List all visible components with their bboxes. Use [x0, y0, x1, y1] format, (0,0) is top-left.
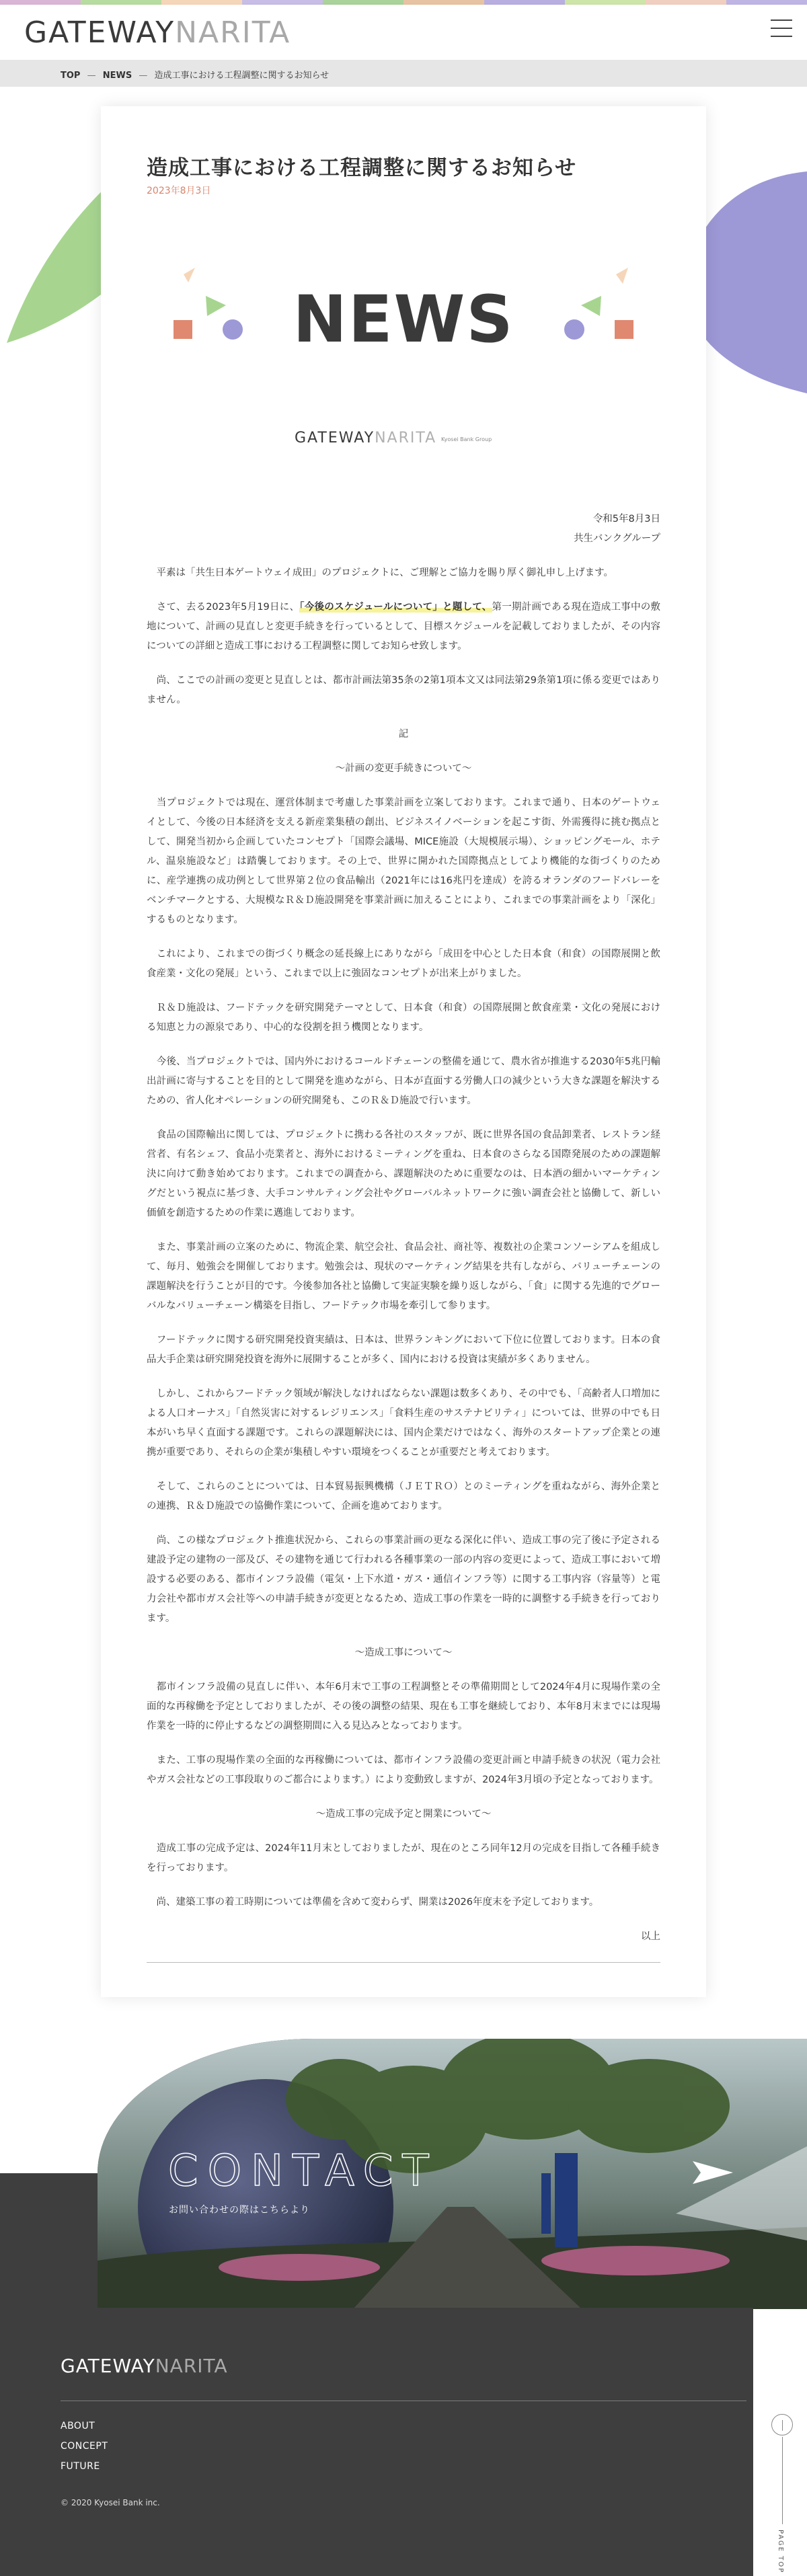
stripe-segment [161, 0, 242, 5]
news-image-text: NEWS [293, 282, 514, 357]
stripe-segment [81, 0, 161, 5]
breadcrumb-separator: — [87, 71, 96, 81]
breadcrumb-current: 造成工事における工程調整に関するお知らせ [154, 71, 330, 81]
page-top-button[interactable] [760, 2414, 807, 2576]
breadcrumb-news-link[interactable]: NEWS [102, 71, 132, 81]
stripe-segment [646, 0, 726, 5]
issuer: 共生バンクグループ [573, 533, 660, 544]
top-color-stripe [0, 0, 807, 5]
article-title: 造成工事における工程調整に関するお知らせ [147, 156, 577, 180]
page-top-line [782, 2437, 783, 2524]
breadcrumb-separator: — [139, 71, 148, 81]
contact-banner-link[interactable] [98, 2039, 807, 2309]
paragraph: 尚、建築工事の着工時期については準備を含めて変わらず、開業は2026年度末を予定しております。 [156, 1897, 599, 1908]
paragraph: 造成工事の完成予定は、2024年11月末としておりましたが、現在のところ同年12月の完成を目指して各種手続きを行っております。 [147, 1843, 660, 1873]
paragraph: 尚、この様なプロジェクト推進状況から、これらの事業計画の更なる深化に伴い、造成工事の完了後に予定される建設予定の建物の一部及び、その建物を通じて行われる各種事業の一部の内容の変更によって、造成工事において増設する必要のある、都市インフラ設備（電気・上下水道・ガス・通信インフラ等）に関する工事内容（容量等）と電力会社や都市ガス会社等への申請手続きが変更となるため、造成工事の作業を一時的に調整する手続きを行っております。 [147, 1535, 660, 1624]
stripe-segment [726, 0, 807, 5]
stripe-segment [565, 0, 646, 5]
ki-heading: 記 [398, 729, 409, 740]
footer-nav-future[interactable]: FUTURE [61, 2461, 100, 2472]
highlighted-text: 「今後のスケジュールについて」と題して、 [299, 602, 492, 613]
stripe-segment [484, 0, 565, 5]
issued-date: 令和5年8月3日 [592, 514, 660, 524]
stripe-segment [323, 0, 404, 5]
paragraph: Ｒ＆Ｄ施設は、フードテックを研究開発テーマとして、日本食（和食）の国際展開と飲食産業・文化の発展における知恵と力の源泉であり、中心的な役割を担う機関となります。 [147, 1003, 660, 1033]
paragraph: これにより、これまでの街づくり概念の延長線上にありながら「成田を中心とした日本食（和食）の国際展開と飲食産業・文化の発展」という、これまで以上に強固なコンセプトが出来上がりました。 [147, 949, 661, 979]
stripe-segment [0, 0, 81, 5]
section-heading: 〜計画の変更手続きについて〜 [335, 763, 472, 774]
paragraph: フードテックに関する研究開発投資実績は、日本は、世界ランキングにおいて下位に位置しております。日本の食品大手企業は研究開発投資を海外に展開することが多く、国内における投資は実績が多くありません。 [147, 1335, 661, 1365]
news-header-image [147, 241, 660, 469]
hamburger-icon [771, 28, 792, 29]
paragraph: そして、これらのことについては、日本貿易振興機構（ＪＥＴＲＯ）とのミーティングを重ねながら、海外企業との連携、Ｒ＆Ｄ施設での協働作業について、企画を進めております。 [147, 1481, 661, 1512]
article-date: 2023年8月3日 [147, 186, 211, 196]
paragraph: また、工事の現場作業の全面的な再稼働については、都市インフラ設備の変更計画と申請手続きの状況（電力会社やガス会社などの工事段取りのご都合によります。）により変動致しますが、2024年3月頃の予定となっております。 [147, 1755, 660, 1785]
breadcrumb-top-link[interactable]: TOP [61, 71, 81, 81]
footer-nav-concept[interactable]: CONCEPT [61, 2441, 108, 2452]
copyright: © 2020 Kyosei Bank inc. [61, 2498, 160, 2507]
paragraph: 当プロジェクトでは現在、運営体制まで考慮した事業計画を立案しております。これまで通り、日本のゲートウェイとして、今後の日本経済を支える新産業集積の創出、ビジネスイノベーションを起こす街、外需獲得に挑む拠点として、開発当初から企画していたコンセプト「国際会議場、MICE施設（大規模展示場）、ショッピングモール、ホテル、温泉施設など」は踏襲しております。その上で、世界に開かれた国際拠点としてより機能的な街づくりのために、産学連携の成功例として世界第２位の食品輸出（2021年には16兆円を達成）を誇るオランダのフードバレーをベンチマークとする、大規模なＲ＆Ｄ施設開発を事業計画に加えることにより、これまでの事業計画をより「深化」するものとなります。 [147, 797, 661, 925]
arrow-right-icon [693, 2161, 733, 2184]
site-footer [0, 2308, 753, 2576]
footer-nav-about[interactable]: ABOUT [61, 2421, 95, 2431]
paragraph: 今後、当プロジェクトでは、国内外におけるコールドチェーンの整備を通じて、農水省が推進する2030年5兆円輸出計画に寄与することを目的として開発を進めながら、日本が直面する労働人口の減少という大きな課題を解決するための、省人化オペレーションの研究開発も、このＲ＆Ｄ施設で行います。 [147, 1056, 661, 1106]
article-body [147, 510, 660, 1947]
section-heading: 〜造成工事について〜 [354, 1647, 453, 1658]
footer-nav [61, 2421, 108, 2481]
paragraph: また、事業計画の立案のために、物流企業、航空会社、食品会社、商社等、複数社の企業コンソーシアムを組成して、毎月、勉強会を開催しております。勉強会は、現状のマーケティング結果を共有しながら、バリューチェーンの課題解決を行うことが目的です。今後参加各社と協働して実証実験を繰り返しながら、「食」に関する先進的でグローバルなバリューチェーン構築を目指し、フードテック市場を牽引して参ります。 [147, 1242, 661, 1311]
page-top-icon [771, 2414, 793, 2435]
paragraph: さて、去る2023年5月19日に、「今後のスケジュールについて」と題して、第一期計画である現在造成工事中の敷地について、計画の見直しと変更手続きを行っているとして、目標スケジュールを記載しておりましたが、その内容についての詳細と造成工事における工程調整に関してお知らせ致します。 [147, 602, 660, 652]
stripe-segment [242, 0, 323, 5]
breadcrumb-bar [0, 60, 807, 87]
site-logo[interactable]: GATEWAYNARITA [24, 15, 291, 50]
news-image-logo: GATEWAYNARITA [295, 430, 437, 446]
hamburger-icon [771, 19, 792, 21]
article-card [101, 106, 706, 1997]
breadcrumb [61, 68, 329, 81]
contact-title: CONTACT [168, 2146, 438, 2196]
paragraph: 食品の国際輸出に関しては、プロジェクトに携わる各社のスタッフが、既に世界各国の食品卸業者、レストラン経営者、有名シェフ、食品小売業者と、海外におけるミーティングを重ね、日本食のさらなる国際発展のための課題解決に向けて動き始めております。これまでの調査から、課題解決のために重要なのは、日本酒の細かいマーケティングだという視点に基づき、大手コンサルティング会社やグローバルネットワークに強い調査会社と協働して、新しい価値を創造するための作業に邁進しております。 [147, 1130, 660, 1218]
site-header [0, 5, 807, 60]
news-image-logo-tag: Kyosei Bank Group [441, 436, 492, 442]
closing-text: 以上 [641, 1931, 660, 1942]
paragraph: 尚、ここでの計画の変更と見直しとは、都市計画法第35条の2第1項本文又は同法第29条第1項に係る変更ではありません。 [147, 675, 661, 705]
footer-logo[interactable]: GATEWAYNARITA [61, 2355, 228, 2377]
hamburger-menu-button[interactable] [771, 19, 792, 40]
hamburger-icon [771, 36, 792, 37]
section-heading: 〜造成工事の完成予定と開業について〜 [315, 1809, 492, 1820]
stripe-segment [404, 0, 484, 5]
article-divider [147, 1962, 660, 1963]
contact-subtitle: お問い合わせの際はこちらより [169, 2205, 310, 2216]
page-top-label: PAGE TOP [777, 2530, 784, 2574]
paragraph: 都市インフラ設備の見直しに伴い、本年6月末で工事の工程調整とその準備期間として2024年4月に現場作業の全面的な再稼働を予定としておりましたが、その後の調整の結果、現在も工事を継続しており、本年8月末までには現場作業を一時的に停止するなどの調整期間に入る見込みとなっております。 [147, 1682, 661, 1731]
paragraph: 平素は「共生日本ゲートウェイ成田」のプロジェクトに、ご理解とご協力を賜り厚く御礼申し上げます。 [156, 568, 613, 578]
paragraph: しかし、これからフードテック領域が解決しなければならない課題は数多くあり、その中でも、「高齢者人口増加による人口オーナス」「自然災害に対するレジリエンス」「食料生産のサステナビリティ」については、世界の中でも日本がいち早く直面する課題です。これらの課題解決には、国内企業だけではなく、海外のスタートアップ企業との連携が重要であり、それらの企業が集積しやすい環境をつくることが重要だと考えております。 [147, 1389, 660, 1458]
